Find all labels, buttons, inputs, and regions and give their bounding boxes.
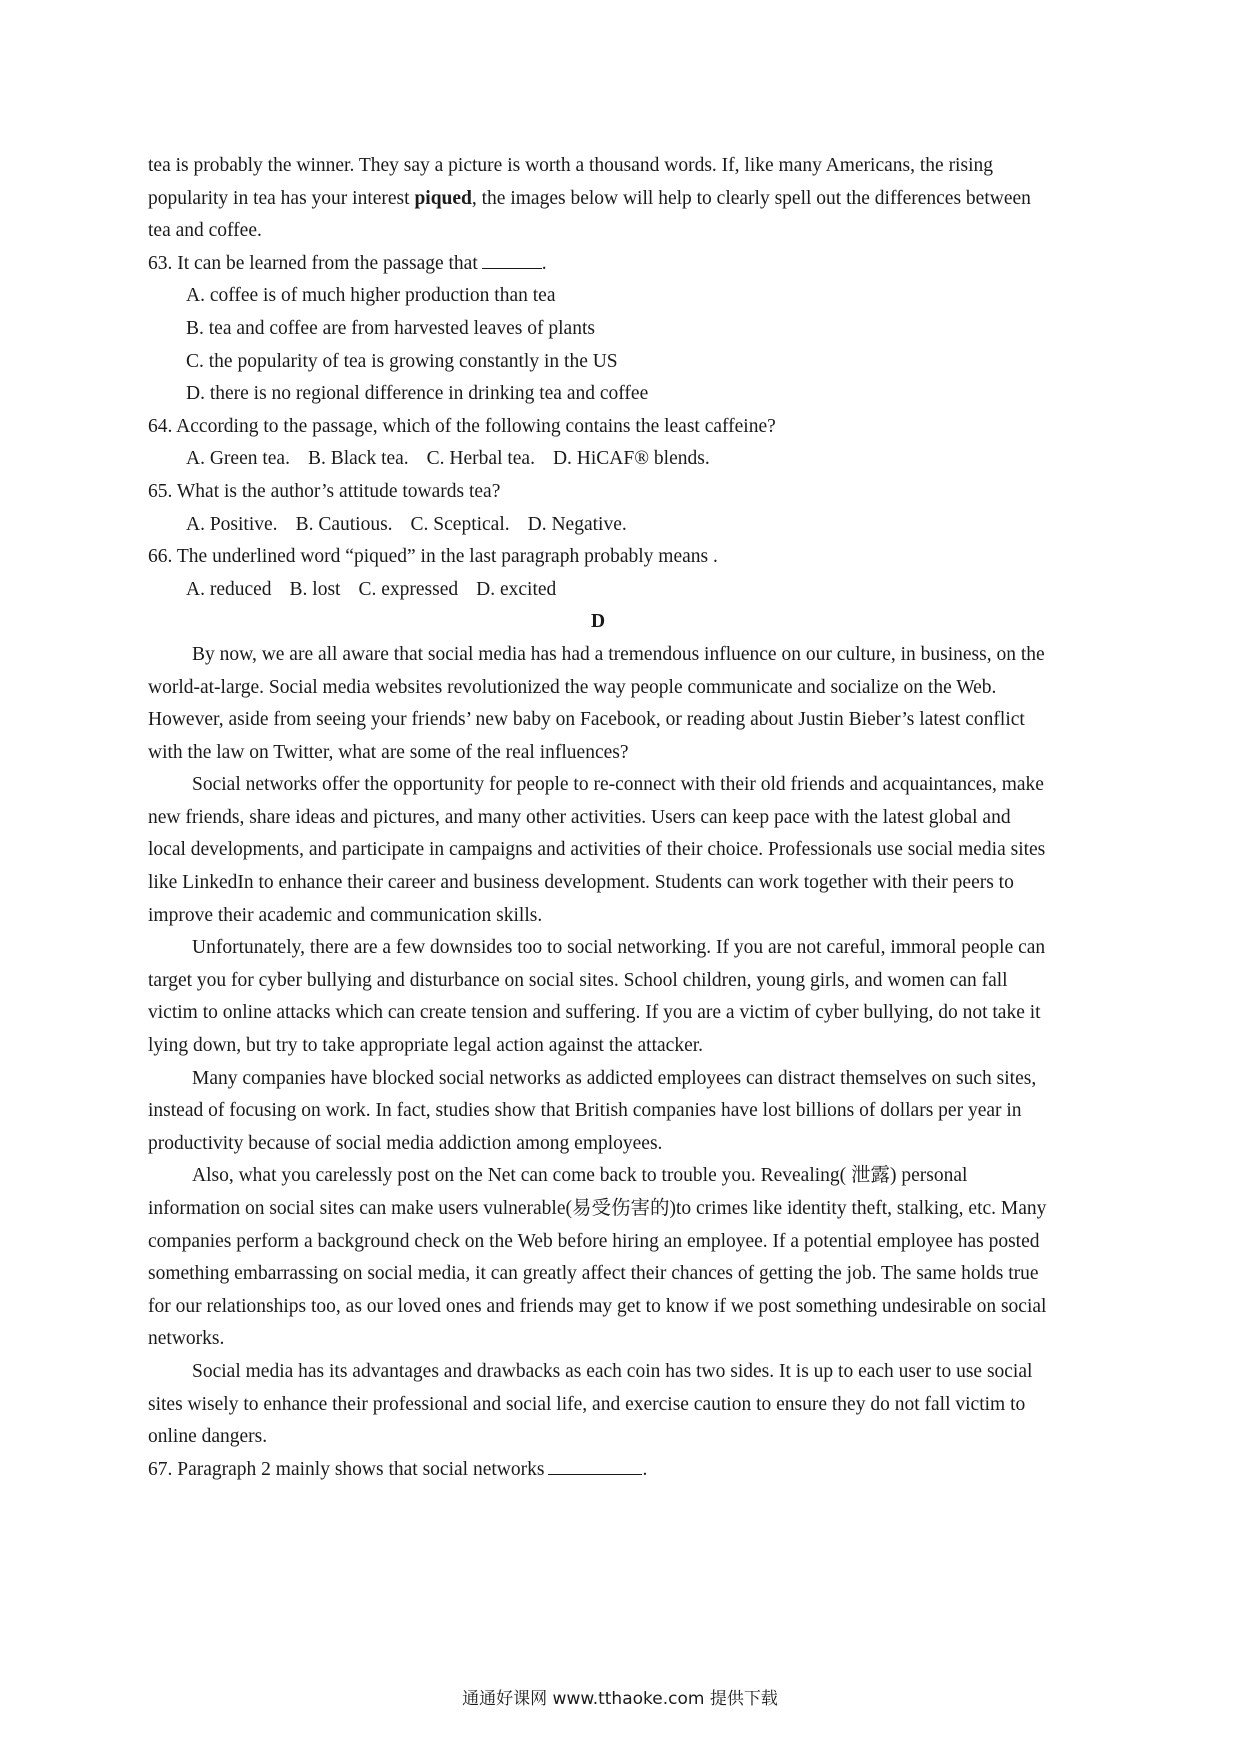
keyword-piqued: piqued <box>414 187 472 209</box>
passage-c-text-after: , the images below will help to clearly spell out the differences between tea and coffee. <box>148 187 1031 242</box>
option-c: C. the popularity of tea is growing constantly in the US <box>186 350 618 372</box>
option-d: D. there is no regional difference in drinking tea and coffee <box>186 383 649 405</box>
question-stem: 64. According to the passage, which of the following contains the least caffeine? <box>148 415 776 437</box>
paragraph-2: Social networks offer the opportunity for people to re-connect with their old friends and acquaintances, make new friends, share ideas and pictures, and many other activities. Users can keep pace with the latest global and local developments, and participate in campaigns and activities of their choice. Professionals use social media sites like LinkedIn to enhance their career and business development. Students can work together with their peers to improve their academic and communication skills. <box>148 774 1046 926</box>
option-c: C. expressed <box>358 578 459 600</box>
option-b: B. tea and coffee are from harvested leaves of plants <box>186 317 595 339</box>
option-d: D. excited <box>476 578 557 600</box>
section-heading: D <box>590 611 606 633</box>
passage-c-tail <box>148 150 1048 248</box>
option-d: D. HiCAF® blends. <box>552 448 710 470</box>
paragraph-5: Also, what you carelessly post on the Net can come back to trouble you. Revealing( 泄露) personal information on social sites can make users vulnerable(易受伤害的)to crimes like identity theft, stalking, etc. Many companies perform a background check on the Web before hiring an employee. If a potential employee has posted something embarrassing on social media, it can greatly affect their chances of getting the job. The same holds true for our relationships too, as our loved ones and friends may get to know if we post something undesirable on social networks. <box>148 1165 1047 1350</box>
option-a: A. Green tea. <box>186 448 290 470</box>
passage-c-text-before: tea is probably the winner. They say a picture is worth a thousand words. If, like many Americans, the rising popularity in tea has your interest <box>148 155 993 209</box>
question-65 <box>148 476 1048 541</box>
option-c: C. Herbal tea. <box>426 448 535 470</box>
options-row <box>148 509 1048 542</box>
option-b: B. Cautious. <box>295 513 393 535</box>
paragraph-4: Many companies have blocked social networks as addicted employees can distract themselves on such sites, instead of focusing on work. In fact, studies show that British companies have lost billions of dollars per year in productivity because of social media addiction among employees. <box>148 1067 1037 1154</box>
option-d: D. Negative. <box>527 513 627 535</box>
page-footer: 通通好课网 www.tthaoke.com 提供下载 <box>462 1689 778 1709</box>
answer-blank <box>482 268 542 269</box>
option-c: C. Sceptical. <box>410 513 510 535</box>
question-67 <box>148 1454 1048 1487</box>
question-64 <box>148 411 1048 476</box>
question-stem: 67. Paragraph 2 mainly shows that social networks . <box>148 1458 648 1480</box>
options-row <box>148 574 1048 607</box>
option-b: B. lost <box>289 578 341 600</box>
paragraph-1: By now, we are all aware that social media has had a tremendous influence on our culture, in business, on the world-at-large. Social media websites revolutionized the way people communicate and socialize on the Web. However, aside from seeing your friends’ new baby on Facebook, or reading about Justin Bieber’s latest conflict with the law on Twitter, what are some of the real influences? <box>148 643 1045 763</box>
paragraph-6: Social media has its advantages and drawbacks as each coin has two sides. It is up to each user to use social sites wisely to enhance their professional and social life, and exercise caution to ensure they do not fall victim to online dangers. <box>148 1360 1033 1448</box>
options-row <box>148 443 1048 476</box>
question-stem: 63. It can be learned from the passage that . <box>148 252 547 274</box>
option-a: A. Positive. <box>186 513 278 535</box>
question-stem: 65. What is the author’s attitude towards tea? <box>148 480 501 502</box>
document-page <box>148 150 1048 1486</box>
option-a: A. coffee is of much higher production than tea <box>186 285 556 307</box>
question-66 <box>148 541 1048 606</box>
paragraph-3: Unfortunately, there are a few downsides too to social networking. If you are not careful, immoral people can target you for cyber bullying and disturbance on social sites. School children, young girls, and women can fall victim to online attacks which can create tension and suffering. If you are a victim of cyber bullying, do not take it lying down, but try to take appropriate legal action against the attacker. <box>148 937 1046 1057</box>
question-63 <box>148 248 1048 411</box>
answer-blank <box>548 1474 642 1475</box>
option-a: A. reduced <box>186 578 272 600</box>
question-stem: 66. The underlined word “piqued” in the last paragraph probably means . <box>148 546 718 568</box>
option-b: B. Black tea. <box>307 448 409 470</box>
